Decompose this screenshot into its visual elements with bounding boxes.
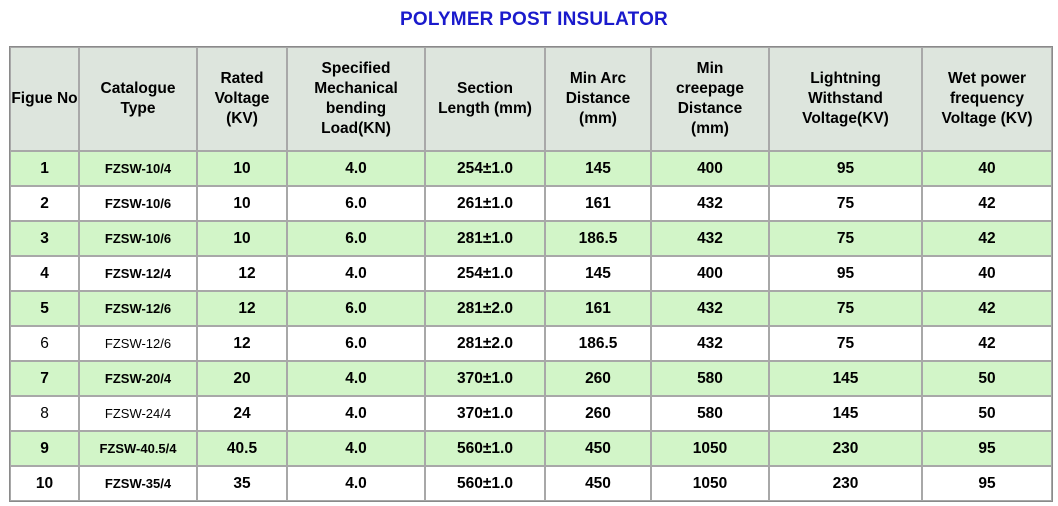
cell-figure-no: 5 — [10, 291, 79, 326]
cell-min-creepage: 1050 — [651, 466, 769, 501]
cell-section-length: 560±1.0 — [425, 466, 545, 501]
cell-min-arc-distance: 186.5 — [545, 221, 651, 256]
cell-section-length: 281±2.0 — [425, 291, 545, 326]
header-lightning-withstand: Lightning Withstand Voltage(KV) — [769, 47, 922, 151]
table-row — [10, 256, 1052, 291]
cell-figure-no: 8 — [10, 396, 79, 431]
cell-lightning-withstand: 75 — [769, 221, 922, 256]
cell-min-creepage: 432 — [651, 326, 769, 361]
cell-rated-voltage: 24 — [197, 396, 287, 431]
cell-min-creepage: 580 — [651, 361, 769, 396]
cell-lightning-withstand: 75 — [769, 291, 922, 326]
cell-min-arc-distance: 186.5 — [545, 326, 651, 361]
cell-rated-voltage: 12 — [197, 291, 287, 326]
cell-min-arc-distance: 260 — [545, 396, 651, 431]
header-rated-voltage: Rated Voltage (KV) — [197, 47, 287, 151]
header-min-arc-distance: Min Arc Distance (mm) — [545, 47, 651, 151]
cell-wet-power-frequency: 42 — [922, 291, 1052, 326]
cell-catalogue-type: FZSW-24/4 — [79, 396, 197, 431]
cell-rated-voltage: 10 — [197, 151, 287, 186]
cell-wet-power-frequency: 40 — [922, 151, 1052, 186]
cell-wet-power-frequency: 42 — [922, 221, 1052, 256]
cell-wet-power-frequency: 50 — [922, 396, 1052, 431]
cell-lightning-withstand: 145 — [769, 361, 922, 396]
table-row — [10, 466, 1052, 501]
header-catalogue-type: Catalogue Type — [79, 47, 197, 151]
cell-min-creepage: 1050 — [651, 431, 769, 466]
header-figure-no: Figue No — [10, 47, 79, 151]
cell-min-creepage: 400 — [651, 151, 769, 186]
table-header-row — [10, 47, 1052, 151]
cell-mechanical-load: 4.0 — [287, 466, 425, 501]
cell-wet-power-frequency: 50 — [922, 361, 1052, 396]
cell-section-length: 281±1.0 — [425, 221, 545, 256]
cell-mechanical-load: 6.0 — [287, 291, 425, 326]
cell-min-arc-distance: 145 — [545, 256, 651, 291]
cell-lightning-withstand: 230 — [769, 466, 922, 501]
cell-catalogue-type: FZSW-35/4 — [79, 466, 197, 501]
cell-mechanical-load: 4.0 — [287, 151, 425, 186]
cell-rated-voltage: 10 — [197, 221, 287, 256]
cell-min-creepage: 432 — [651, 186, 769, 221]
cell-mechanical-load: 4.0 — [287, 361, 425, 396]
cell-rated-voltage: 20 — [197, 361, 287, 396]
table-row — [10, 291, 1052, 326]
cell-mechanical-load: 6.0 — [287, 186, 425, 221]
cell-section-length: 254±1.0 — [425, 256, 545, 291]
cell-catalogue-type: FZSW-10/6 — [79, 221, 197, 256]
cell-lightning-withstand: 95 — [769, 151, 922, 186]
cell-catalogue-type: FZSW-10/6 — [79, 186, 197, 221]
cell-min-arc-distance: 260 — [545, 361, 651, 396]
cell-lightning-withstand: 145 — [769, 396, 922, 431]
header-min-creepage: Min creepage Distance (mm) — [651, 47, 769, 151]
cell-section-length: 281±2.0 — [425, 326, 545, 361]
cell-min-arc-distance: 161 — [545, 186, 651, 221]
cell-catalogue-type: FZSW-12/6 — [79, 291, 197, 326]
table-row — [10, 151, 1052, 186]
page-title: POLYMER POST INSULATOR — [400, 9, 668, 30]
cell-mechanical-load: 4.0 — [287, 256, 425, 291]
cell-min-creepage: 400 — [651, 256, 769, 291]
cell-min-arc-distance: 161 — [545, 291, 651, 326]
header-wet-power-frequency: Wet power frequency Voltage (KV) — [922, 47, 1052, 151]
cell-catalogue-type: FZSW-10/4 — [79, 151, 197, 186]
header-mechanical-load: Specified Mechanical bending Load(KN) — [287, 47, 425, 151]
cell-lightning-withstand: 75 — [769, 326, 922, 361]
table-row — [10, 221, 1052, 256]
table-row — [10, 431, 1052, 466]
cell-section-length: 254±1.0 — [425, 151, 545, 186]
cell-mechanical-load: 6.0 — [287, 326, 425, 361]
cell-lightning-withstand: 230 — [769, 431, 922, 466]
cell-figure-no: 4 — [10, 256, 79, 291]
cell-wet-power-frequency: 95 — [922, 431, 1052, 466]
cell-section-length: 370±1.0 — [425, 361, 545, 396]
cell-mechanical-load: 4.0 — [287, 431, 425, 466]
cell-wet-power-frequency: 42 — [922, 326, 1052, 361]
cell-figure-no: 7 — [10, 361, 79, 396]
cell-wet-power-frequency: 95 — [922, 466, 1052, 501]
cell-mechanical-load: 4.0 — [287, 396, 425, 431]
cell-lightning-withstand: 95 — [769, 256, 922, 291]
cell-min-creepage: 432 — [651, 291, 769, 326]
cell-rated-voltage: 12 — [197, 256, 287, 291]
table-row — [10, 326, 1052, 361]
cell-figure-no: 6 — [10, 326, 79, 361]
cell-catalogue-type: FZSW-12/6 — [79, 326, 197, 361]
cell-figure-no: 1 — [10, 151, 79, 186]
cell-min-creepage: 432 — [651, 221, 769, 256]
header-section-length: Section Length (mm) — [425, 47, 545, 151]
cell-mechanical-load: 6.0 — [287, 221, 425, 256]
cell-min-arc-distance: 145 — [545, 151, 651, 186]
cell-section-length: 370±1.0 — [425, 396, 545, 431]
cell-min-arc-distance: 450 — [545, 466, 651, 501]
cell-lightning-withstand: 75 — [769, 186, 922, 221]
cell-rated-voltage: 35 — [197, 466, 287, 501]
cell-figure-no: 10 — [10, 466, 79, 501]
cell-wet-power-frequency: 40 — [922, 256, 1052, 291]
insulator-spec-table — [9, 46, 1053, 502]
cell-rated-voltage: 40.5 — [197, 431, 287, 466]
table-row — [10, 186, 1052, 221]
cell-figure-no: 2 — [10, 186, 79, 221]
cell-figure-no: 3 — [10, 221, 79, 256]
cell-catalogue-type: FZSW-20/4 — [79, 361, 197, 396]
cell-catalogue-type: FZSW-40.5/4 — [79, 431, 197, 466]
cell-rated-voltage: 12 — [197, 326, 287, 361]
table-row — [10, 361, 1052, 396]
cell-min-arc-distance: 450 — [545, 431, 651, 466]
cell-catalogue-type: FZSW-12/4 — [79, 256, 197, 291]
cell-section-length: 560±1.0 — [425, 431, 545, 466]
cell-wet-power-frequency: 42 — [922, 186, 1052, 221]
cell-rated-voltage: 10 — [197, 186, 287, 221]
cell-min-creepage: 580 — [651, 396, 769, 431]
cell-section-length: 261±1.0 — [425, 186, 545, 221]
table-row — [10, 396, 1052, 431]
cell-figure-no: 9 — [10, 431, 79, 466]
